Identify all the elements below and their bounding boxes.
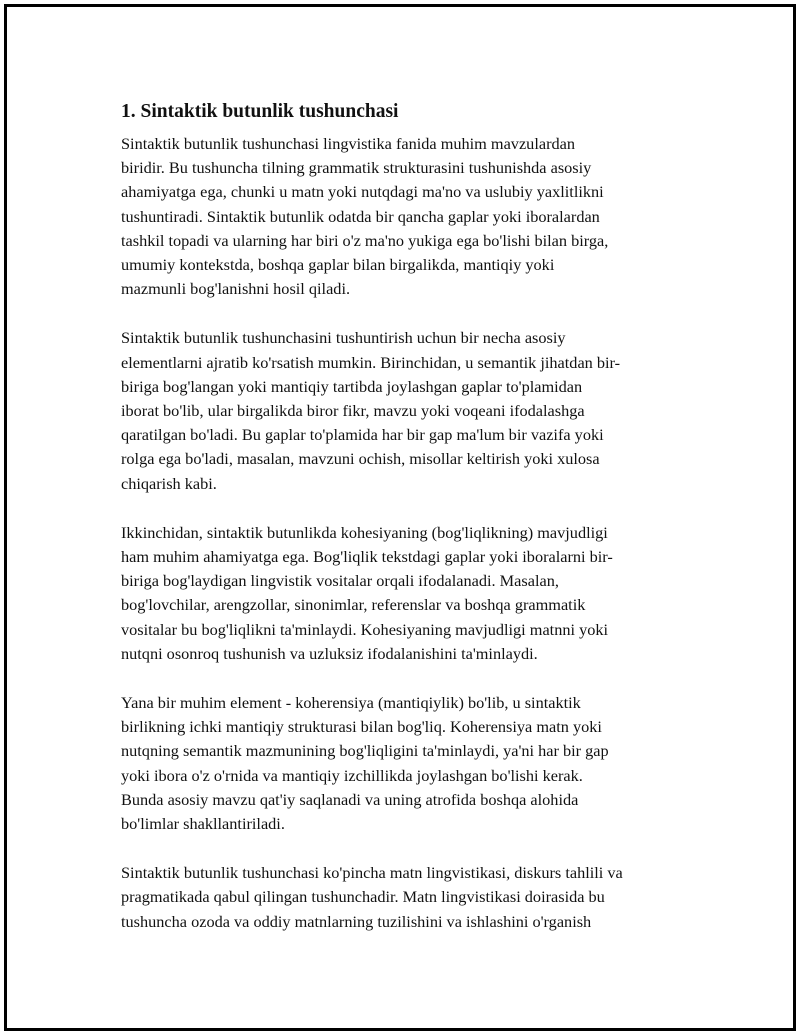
- text-line: Sintaktik butunlik tushunchasini tushuntirish uchun bir necha asosiy: [121, 328, 566, 348]
- text-line: ahamiyatga ega, chunki u matn yoki nutqdagi ma'no va uslubiy yaxlitlikni: [121, 182, 604, 202]
- paragraph-2: [121, 326, 701, 495]
- text-line: biriga bog'laydigan lingvistik vositalar orqali ifodalanadi. Masalan,: [121, 571, 559, 591]
- text-line: tushuntiradi. Sintaktik butunlik odatda bir qancha gaplar yoki iboralardan: [121, 206, 600, 226]
- text-line: umumiy kontekstda, boshqa gaplar bilan birgalikda, mantiqiy yoki: [121, 255, 555, 275]
- text-line: ham muhim ahamiyatga ega. Bog'liqlik tekstdagi gaplar yoki iboralarni bir-: [121, 547, 613, 567]
- text-line: iborat bo'lib, ular birgalikda biror fikr, mavzu yoki voqeani ifodalashga: [121, 401, 585, 421]
- text-line: vositalar bu bog'liqlikni ta'minlaydi. Kohesiyaning mavjudligi matnni yoki: [121, 619, 609, 639]
- paragraph-3: [121, 521, 701, 666]
- text-line: elementlarni ajratib ko'rsatish mumkin. Birinchidan, u semantik jihatdan bir-: [121, 352, 621, 372]
- text-line: biridir. Bu tushuncha tilning grammatik strukturasini tushunishda asosiy: [121, 158, 592, 178]
- text-line: Ikkinchidan, sintaktik butunlikda kohesiyaning (bog'liqlikning) mavjudligi: [121, 522, 608, 542]
- text-line: Sintaktik butunlik tushunchasi ko'pincha matn lingvistikasi, diskurs tahlili va: [121, 863, 623, 883]
- text-line: rolga ega bo'ladi, masalan, mavzuni ochish, misollar keltirish yoki xulosa: [121, 449, 600, 469]
- section-heading: 1. Sintaktik butunlik tushunchasi: [121, 101, 399, 122]
- text-line: chiqarish kabi.: [121, 473, 217, 493]
- text-line: mazmunli bog'lanishni hosil qiladi.: [121, 279, 351, 299]
- page-frame: [4, 4, 796, 1031]
- text-line: Bunda asosiy mavzu qat'iy saqlanadi va uning atrofida boshqa alohida: [121, 789, 579, 809]
- text-line: yoki ibora o'z o'rnida va mantiqiy izchillikda joylashgan bo'lishi kerak.: [121, 765, 583, 785]
- text-line: tashkil topadi va ularning har biri o'z ma'no yukiga ega bo'lishi bilan birga,: [121, 230, 609, 250]
- text-line: pragmatikada qabul qilingan tushunchadir. Matn lingvistikasi doirasida bu: [121, 887, 605, 907]
- text-line: Sintaktik butunlik tushunchasi lingvistika fanida muhim mavzulardan: [121, 134, 575, 153]
- text-line: nutqni osonroq tushunish va uzluksiz ifodalanishini ta'minlaydi.: [121, 643, 538, 663]
- text-line: birlikning ichki mantiqiy strukturasi bilan bog'liq. Koherensiya matn yoki: [121, 717, 602, 737]
- text-line: bo'limlar shakllantiriladi.: [121, 814, 285, 834]
- text-line: nutqning semantik mazmunining bog'liqligini ta'minlaydi, ya'ni har bir gap: [121, 741, 609, 761]
- text-line: bog'lovchilar, arengzollar, sinonimlar, referenslar va boshqa grammatik: [121, 595, 586, 615]
- text-line: Yana bir muhim element - koherensiya (mantiqiylik) bo'lib, u sintaktik: [121, 693, 581, 713]
- paragraph-1: [121, 132, 701, 301]
- document-body: [121, 99, 701, 959]
- text-line: biriga bog'langan yoki mantiqiy tartibda joylashgan gaplar to'plamidan: [121, 376, 583, 396]
- paragraph-5: [121, 861, 701, 934]
- text-line: qaratilgan bo'ladi. Bu gaplar to'plamida har bir gap ma'lum bir vazifa yoki: [121, 425, 604, 445]
- paragraph-4: [121, 691, 701, 836]
- text-line: tushuncha ozoda va oddiy matnlarning tuzilishini va ishlashini o'rganish: [121, 911, 592, 931]
